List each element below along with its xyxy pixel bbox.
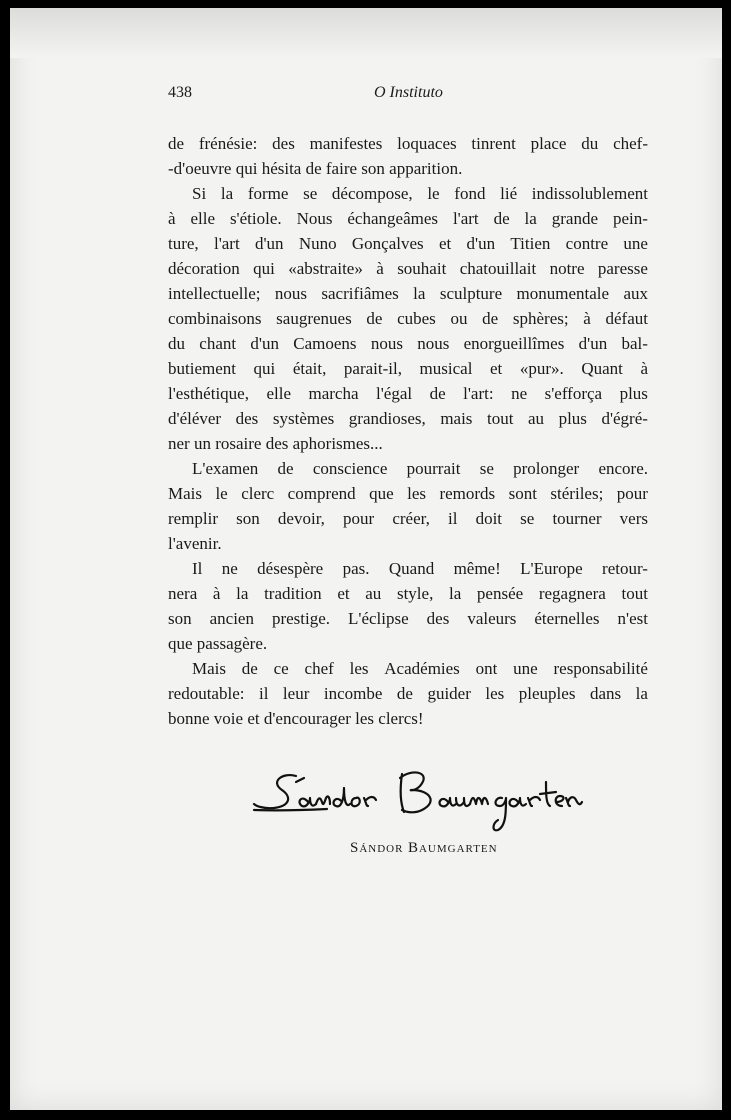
text-line: bonne voie et d'encourager les clercs!	[168, 709, 424, 728]
text-line: que passagère.	[168, 634, 268, 653]
document-page	[10, 8, 722, 1110]
caption-initial-2: B	[407, 840, 419, 856]
caption-rest-2: AUMGARTEN	[418, 843, 498, 855]
text-line: remplir son devoir, pour créer, il doit se tourner vers	[168, 509, 648, 528]
text-line: Mais de ce chef les Académies ont une responsabilité	[192, 659, 648, 678]
text-line: -d'oeuvre qui hésita de faire son apparition.	[168, 159, 463, 178]
caption-initial: S	[350, 840, 360, 856]
caption-rest: ÁNDOR	[359, 843, 404, 855]
text-line: ner un rosaire des aphorismes...	[168, 434, 383, 453]
text-line: butiement qui était, parait-il, musical et «pur». Quant à	[168, 359, 648, 378]
text-line: Il ne désespère pas. Quand même! L'Europe retour-	[192, 559, 648, 578]
text-line: ture, l'art d'un Nuno Gonçalves et d'un Titien contre une	[168, 234, 648, 253]
text-line: son ancien prestige. L'éclipse des valeurs éternelles n'est	[168, 609, 648, 628]
text-line: nera à la tradition et au style, la pensée regagnera tout	[168, 584, 648, 603]
text-line: l'esthétique, elle marcha l'égal de l'art: ne s'efforça plus	[168, 384, 648, 403]
text-line: décoration qui «abstraite» à souhait chatouillait notre paresse	[168, 259, 648, 278]
text-line: d'éléver des systèmes grandioses, mais tout au plus d'égré-	[168, 409, 648, 428]
text-line: à elle s'étiole. Nous échangeâmes l'art de la grande pein-	[168, 209, 648, 228]
text-line: Si la forme se décompose, le fond lié indissolublement	[192, 184, 648, 203]
text-line: intellectuelle; nous sacrifiâmes la sculpture monumentale aux	[168, 284, 648, 303]
body-text	[168, 131, 648, 731]
text-line: L'examen de conscience pourrait se prolonger encore.	[192, 459, 648, 478]
scan-shadow-band	[10, 8, 722, 58]
text-line: du chant d'un Camoens nous nous enorgueillîmes d'un bal-	[168, 334, 648, 353]
signature-image	[252, 768, 622, 838]
text-line: Mais le clerc comprend que les remords sont stériles; pour	[168, 484, 648, 503]
text-line: combinaisons saugrenues de cubes ou de sphères; à défaut	[168, 309, 648, 328]
signature-caption	[350, 840, 498, 857]
text-line: redoutable: il leur incombe de guider les pleuples dans la	[168, 684, 648, 703]
running-title: O Instituto	[374, 84, 443, 101]
page-number: 438	[168, 84, 192, 101]
text-line: de frénésie: des manifestes loquaces tinrent place du chef-	[168, 134, 648, 153]
text-line: l'avenir.	[168, 534, 222, 553]
